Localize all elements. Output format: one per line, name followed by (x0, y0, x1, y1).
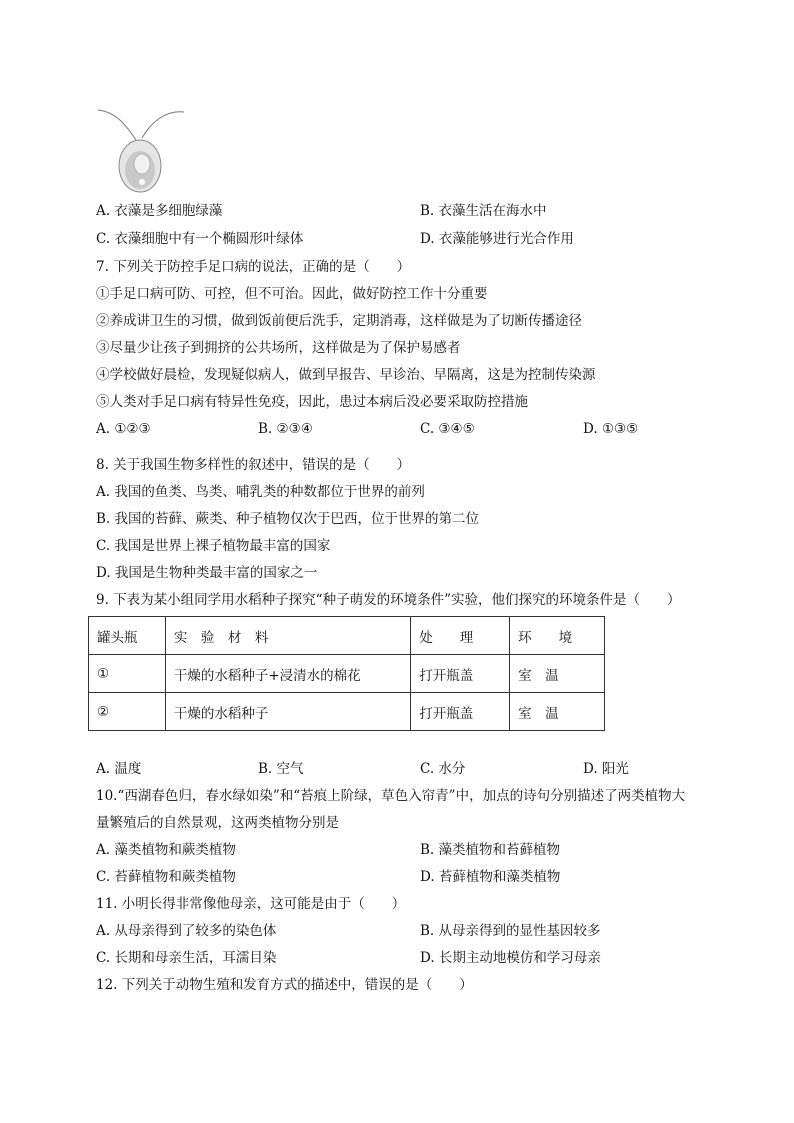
q8-option-a: A. 我国的鱼类、鸟类、哺乳类的种数都位于世界的前列 (96, 484, 425, 500)
q11-option-b: B. 从母亲得到的显性基因较多 (420, 923, 601, 939)
header-material: 实 验 材 料 (165, 617, 410, 655)
table-cell: ① (89, 655, 166, 693)
q7-statement-4: ④学校做好晨检，发现疑似病人，做到早报告、早诊治、早隔离，这是为控制传染源 (96, 367, 596, 383)
q10-stem-line-2: 量繁殖后的自然景观，这两类植物分别是 (96, 815, 339, 831)
q11-option-a: A. 从母亲得到了较多的染色体 (96, 923, 277, 939)
q9-option-a: A. 温度 (96, 761, 142, 777)
q8-option-b: B. 我国的苔藓、蕨类、种子植物仅次于巴西，位于世界的第二位 (96, 511, 480, 527)
q7-option-a: A. ①②③ (96, 421, 151, 437)
table-cell: ② (89, 693, 166, 731)
q11-stem: 11. 小明长得非常像他母亲，这可能是由于（ ） (96, 896, 406, 912)
header-treatment: 处 理 (411, 617, 510, 655)
q10-stem-line-1: 10.“西湖春色归，春水绿如染”和“苔痕上阶绿，草色入帘青”中，加点的诗句分别描述了两类植物大 (96, 788, 686, 804)
q7-statement-1: ①手足口病可防、可控，但不可治。因此，做好防控工作十分重要 (96, 286, 488, 302)
q6-option-d: D. 衣藻能够进行光合作用 (420, 231, 574, 247)
q10-option-a: A. 藻类植物和蕨类植物 (96, 842, 236, 858)
table-cell: 打开瓶盖 (411, 693, 510, 731)
q8-option-c: C. 我国是世界上裸子植物最丰富的国家 (96, 538, 331, 554)
table-cell: 室 温 (510, 655, 605, 693)
table-row (89, 655, 605, 693)
q7-statement-3: ③尽量少让孩子到拥挤的公共场所，这样做是为了保护易感者 (96, 340, 461, 356)
q6-option-c: C. 衣藻细胞中有一个椭圆形叶绿体 (96, 231, 304, 247)
q7-stem: 7. 下列关于防控手足口病的说法，正确的是（ ） (96, 259, 411, 275)
q7-option-c: C. ③④⑤ (420, 421, 475, 437)
table-cell: 干燥的水稻种子+浸清水的棉花 (165, 655, 410, 693)
table-header-row (89, 617, 605, 655)
q10-option-b: B. 藻类植物和苔藓植物 (420, 842, 561, 858)
q7-option-b: B. ②③④ (258, 421, 313, 437)
q9-option-c: C. 水分 (420, 761, 466, 777)
q7-statement-2: ②养成讲卫生的习惯，做到饭前便后洗手，定期消毒，这样做是为了切断传播途径 (96, 313, 582, 329)
q10-option-c: C. 苔藓植物和蕨类植物 (96, 869, 236, 885)
table-cell: 打开瓶盖 (411, 655, 510, 693)
header-jar: 罐头瓶 (89, 617, 166, 655)
header-environment: 环 境 (510, 617, 605, 655)
q8-option-d: D. 我国是生物种类最丰富的国家之一 (96, 565, 318, 581)
chlamydomonas-illustration (96, 100, 188, 194)
q9-option-b: B. 空气 (258, 761, 304, 777)
q6-option-b: B. 衣藻生活在海水中 (420, 203, 547, 219)
table-row (89, 693, 605, 731)
q9-option-d: D. 阳光 (583, 761, 629, 777)
q6-option-a: A. 衣藻是多细胞绿藻 (96, 203, 223, 219)
q11-option-d: D. 长期主动地模仿和学习母亲 (420, 950, 601, 966)
table-cell: 室 温 (510, 693, 605, 731)
q10-option-d: D. 苔藓植物和藻类植物 (420, 869, 561, 885)
table-cell: 干燥的水稻种子 (165, 693, 410, 731)
q11-option-c: C. 长期和母亲生活，耳濡目染 (96, 950, 277, 966)
q7-option-d: D. ①③⑤ (583, 421, 639, 437)
q12-stem: 12. 下列关于动物生殖和发育方式的描述中，错误的是（ ） (96, 977, 473, 993)
q8-stem: 8. 关于我国生物多样性的叙述中，错误的是（ ） (96, 457, 411, 473)
experiment-table (88, 616, 605, 731)
q7-statement-5: ⑤人类对手足口病有特异性免疫，因此，患过本病后没必要采取防控措施 (96, 394, 528, 410)
q9-stem: 9. 下表为某小组同学用水稻种子探究“种子萌发的环境条件”实验，他们探究的环境条件是（ ） (96, 592, 681, 608)
